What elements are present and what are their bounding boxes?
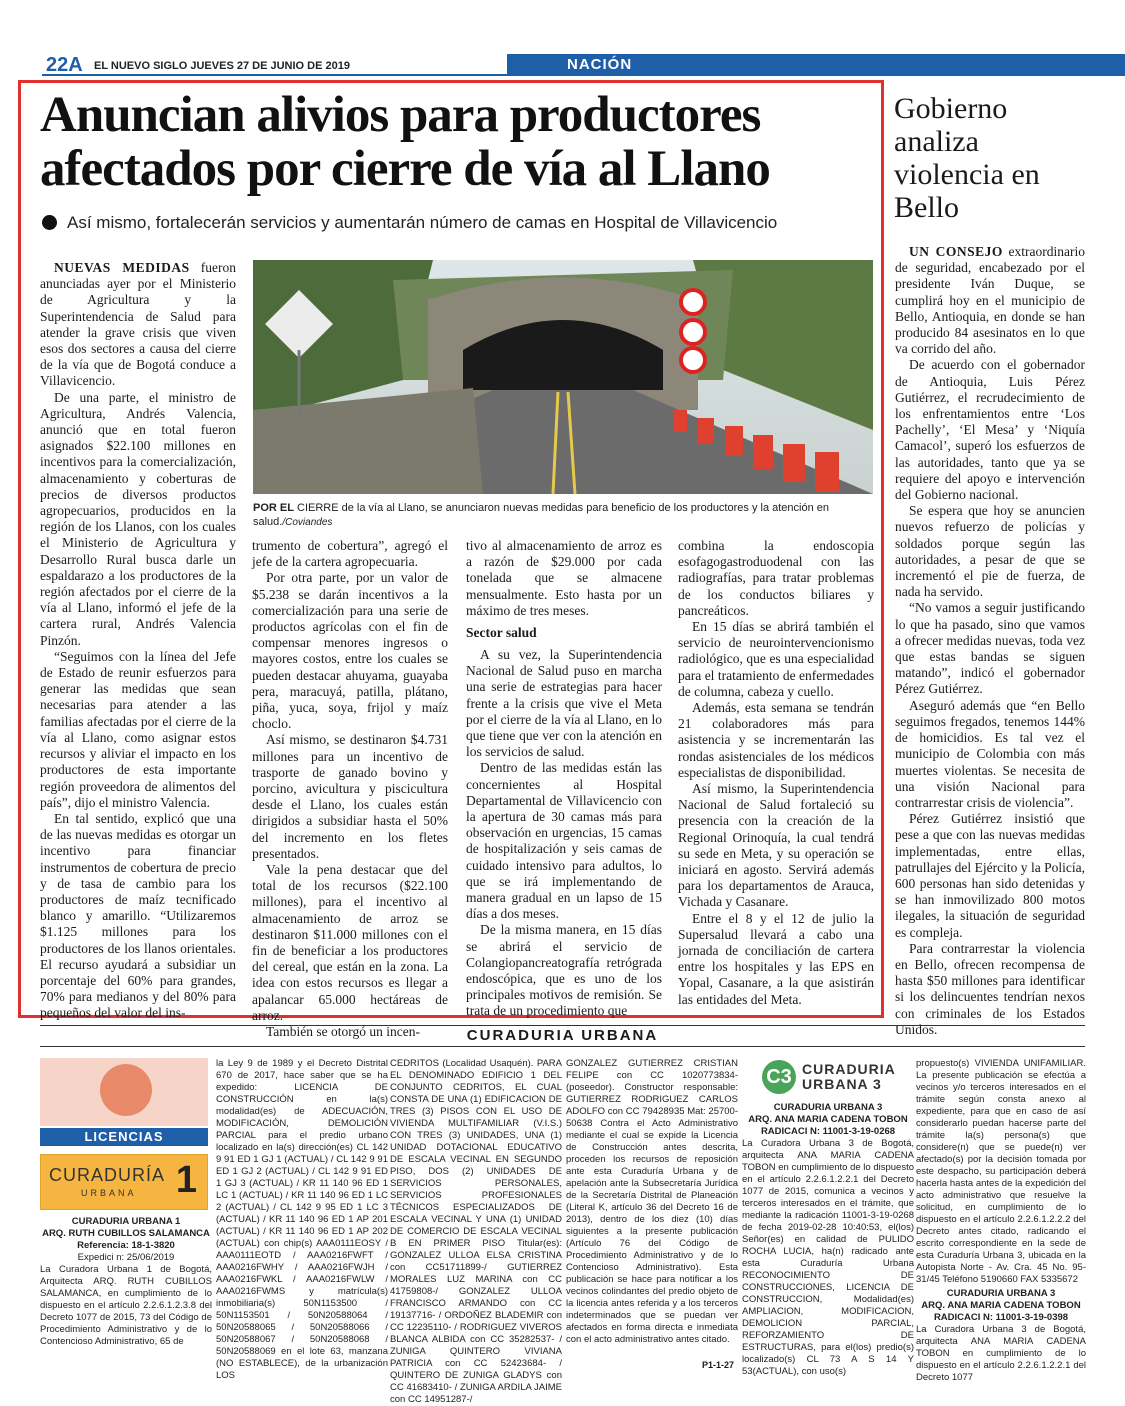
curaduria-1-logo xyxy=(40,1154,208,1210)
paragraph: Por otra parte, por un valor de $5.238 se darán incentivos a la comercialización para una serie de productos agrícolas con el fin de compensar menores ingresos o mayores costos, entre los cuales se pueden destacar ahuyama, guayaba pera, maracuyá, patilla, plátano, piña, yuca, soya, frijol y maíz choclo. xyxy=(252,570,448,732)
cu3-radication: RADICACI N: 11001-3-19-0268 xyxy=(760,1126,896,1137)
side-article-body xyxy=(895,244,1085,1038)
tunnel-photo xyxy=(253,260,873,494)
logo-line-2: URBANA 3 xyxy=(802,1076,882,1092)
paragraph: En tal sentido, explicó que una de las nuevas medidas es otorgar un incentivo para financiar instrumentos de cobertura de precio y de tasa de cambio para los productores de maíz tecnificado blanco y amarillo. “Utilizaremos $1.125 millones para los productores de los llanos orientales. El recurso ayudará a subsidiar un porcentaje del 60% para grandes, 70% para medianos y del 80% para pequeños del valor del ins- xyxy=(40,810,236,1021)
caption-credit: /Coviandes xyxy=(282,517,333,528)
paragraph: Así mismo, la Superintendencia Nacional de Salud fortaleció su presencia con la creación de la Regional Orinoquía, la cual tendrá su sede en Meta, y su operación se iniciará en agosto. Servirá además para los departamentos de Arauca, Vichada y Casanare. xyxy=(678,781,874,910)
curaduria-3-logo xyxy=(742,1058,914,1098)
licencias-label: LICENCIAS xyxy=(40,1128,208,1146)
cement-mixer-icon xyxy=(100,1064,152,1116)
publication-code: P1-1-27 xyxy=(702,1360,735,1370)
paragraph: Para contrarrestar la violencia en Bello, ofrecen recompensa de hasta $50 millones para identificar si los delincuentes tendrían nexos con criminales de los Estados Unidos. xyxy=(895,940,1085,1037)
paragraph: Así mismo, se destinaron $4.731 millones para un incentivo de trasporte de ganado bovino y porcino, avicultura y piscicultura desde el Llano, los cuales están dirigidos a subsidiar hasta el 50% del incremento en los fletes presentados. xyxy=(252,732,448,861)
article-column-2 xyxy=(252,538,448,1040)
paragraph: “Seguimos con la línea del Jefe de Estado de reunir esfuerzos para generar las medidas que sean necesarias para atender a las familias afectadas por el cierre de la vía al Llano, como asignar estos recursos y aliviar el impacto en los productores de esta importante región proveedora de alimentos del país”, dijo el ministro Valencia. xyxy=(40,648,236,810)
paragraph: combina la endoscopia esofagogastroduodenal con las radiografías, para tratar problemas de los conductos biliares y pancreáticos. xyxy=(678,538,874,618)
cu1-reference: Referencia: 18-1-3820 xyxy=(77,1240,175,1251)
paragraph: Pérez Gutiérrez insistió que pese a que con las nuevas medidas implementadas, entre ellas, patrullajes del Ejército y la Policía, 600 personas han sido detenidas y se han inmovilizado 800 motos ilegales, la situación de seguridad es compleja. xyxy=(895,811,1085,940)
article-column-4 xyxy=(678,538,874,1008)
cu3b-radication: RADICACI N: 11001-3-19-0398 xyxy=(933,1312,1069,1323)
paragraph: extraordinario de seguridad, encabezado por el presidente Iván Duque, se cumplirá hoy en el municipio de Bello, Antioquia, en donde se han producido 84 asesinatos en lo que va corrido del año. xyxy=(895,244,1086,357)
logo-text xyxy=(802,1062,896,1092)
side-lead: UN CONSEJO xyxy=(909,244,1003,259)
logo-text: CURADURÍA xyxy=(49,1165,166,1185)
c3-logo-icon: C3 xyxy=(762,1060,796,1094)
paragraph: trumento de cobertura”, agregó el jefe de la cartera agropecuaria. xyxy=(252,538,448,570)
licencias-banner xyxy=(40,1058,208,1126)
cu3b-name: CURADURIA URBANA 3 xyxy=(946,1288,1056,1299)
bullet-icon xyxy=(42,215,57,230)
paragraph: Dentro de las medidas están las concernientes al Hospital Departamental de Villavicencio con la apertura de 30 camas más para observación en urgencias, 15 camas de hospitalización y seis camas de cuidado intensivo para adultos, lo que se irá implementando de manera gradual en un lapso de 15 días a dos meses. xyxy=(466,760,662,922)
article-headline xyxy=(40,88,870,196)
section-subtitle: Sector salud xyxy=(466,625,537,641)
curaduria-column-1 xyxy=(40,1058,212,1348)
curaduria-column-6 xyxy=(916,1058,1086,1384)
paragraph: Se espera que hoy se anuncien nuevos refuerzo de policías y soldados porque según las autoridades, a pesar de que se incrementó el pie de fuerza, de nada ha servido. xyxy=(895,503,1085,600)
cu3-name: CURADURIA URBANA 3 xyxy=(773,1102,883,1113)
paragraph: fueron anunciadas ayer por el Ministerio de Agricultura y la Superintendencia de Salud para atender la grave crisis que viven esos dos sectores a causa del cierre de la vía que de Bogotá conduce a Villavicencio. xyxy=(40,260,237,389)
logo-number: 1 xyxy=(175,1159,197,1201)
cu3-text: La Curadora Urbana 3 de Bogotá, arquitecta ANA MARIA CADENA TOBON en cumplimiento de lo dispuesto en el artículo 2.2.6.1.2.2.1 del Decreto 1077 de 2015, comunica a vecinos y terceros interesados en el trámite, que mediante la radicación 11001-3-19-0268 de fecha 2019-02-28 10:40:53, el(los) Señor(es) en calidad de PULIDO ROCHA LUCIA, ha(n) radicado ante esta Curaduría Urbana RECONOCIMIENTO DE CONSTRUCCIONES, LICENCIA DE CONSTRUCCION, Modalidad(es) AMPLIACION, MODIFICACION, DEMOLICION PARCIAL, REFORZAMIENTO DE ESTRUCTURAS, para el(los) predio(s) localizado(s) CL 73 A S 14 Y 53(ACTUAL), con uso(s) xyxy=(742,1138,914,1377)
cu4-text: GONZALEZ GUTIERREZ CRISTIAN FELIPE con CC 1020773834- (poseedor). Constructor responsable: GUTIERREZ RODRIGUEZ CARLOS ADOLFO con CC 79428935 Mat: 25700-50638 Contra el Acto Administrativo mediante el cual se expide la Licencia de Construcción antes descrita, proceden los recursos de reposición ante esta Curaduría Urbana y de apelación ante la Subsecretaría Jurídica de la Secretaría Distrital de Planeación (Literal K, artículo 36 del Decreto 16 de 2013), dentro de los diez (10) días siguientes a la presente publicación (Artículo 76 del Código de Procedimiento Administrativo y de lo Contencioso Administrativo). Esta publicación se hace para notificar a los vecinos colindantes del predio objeto de la licencia antes referida y a los terceros indeterminados que se puedan ver afectados en forma directa e inmediata con el acto administrativo antes citado. xyxy=(566,1058,738,1345)
tunnel-illustration xyxy=(253,260,873,494)
paragraph: De la misma manera, en 15 días se abrirá el servicio de Colangiopancreatografía retrógrada endoscópica, que es uno de los principales motivos de remisión. Se trata de un procedimiento que xyxy=(466,922,662,1019)
paragraph: tivo al almacenamiento de arroz es a razón de $29.000 por cada tonelada que se almacene mensualmente. Esto hasta por un máximo de tres meses. xyxy=(466,538,662,618)
paragraph: De una parte, el ministro de Agricultura, Andrés Valencia, anunció que en total fueron asignados $22.100 millones en incentivos para la comercialización, almacenamiento y coberturas de precios de diversos productos agropecuarios, producidos en la región de los Llanos, con los cuales el Ministerio de Agricultura y Desarrollo Rural busca darle un espaldarazo a los productores de la región afectados por el cierre de la vía al Llano, informó el jefe de la cartera rural, Andrés Valencia Pinzón. xyxy=(40,389,236,648)
cu3b-text: La Curadora Urbana 3 de Bogotá, arquitecta ANA MARIA CADENA TOBON en cumplimiento de lo dispuesto en el artículo 2.2.6.1.2.2.1 del Decreto 1077 xyxy=(916,1324,1086,1383)
curaduria-column-3: CEDRITOS (Localidad Usaquén). PARA EL DENOMINADO EDIFICIO 1 DEL CONJUNTO CEDRITOS, EL CUAL CONSTA DE UNA (1) EDIFICACION DE TRES (3) PISOS CON EL USO DE VIVIENDA MULTIFAMILIAR (V.I.S.) CON TRES (3) UNIDADES, UNA (1) UNIDAD DOTACIONAL EDUCATIVO DE ESCALA VECINAL EN SEGUNDO PISO, DOS (2) UNIDADES DE SERVICIOS PERSONALES, SERVICIOS PROFESIONALES TÉCNICOS ESPECIALIZADOS DE ESCALA VECINAL Y UNA (1) UNIDAD DE COMERCIO DE ESCALA VECINAL B EN PRIMER PISO Titular(es): GONZALEZ ULLOA ELSA CRISTINA con CC51711899-/ GUTIERREZ MORALES LUZ MARINA con CC 41759808-/ GONZALEZ ULLOA FRANCISCO ARMANDO con CC 19137716- / ORDOÑEZ BLADEMIR con CC 12235110- / RODRIGUEZ VIVEROS BLANCA ALBIDA con CC 35282537- / ZUNIGA QUINTERO VIVIANA PATRICIA con CC 52423684- / QUINTERO DE ZUNIGA GLADYS con CC 41683410- / ZUNIGA ARDILA JAIME con CC 14951287-/ xyxy=(390,1058,562,1405)
article-column-3 xyxy=(466,538,662,1020)
curaduria-column-5 xyxy=(742,1058,914,1378)
page-header xyxy=(42,54,1085,76)
article-column-1 xyxy=(40,260,236,1022)
cu1-text: La Curadora Urbana 1 de Bogotá, Arquitecta ARQ. RUTH CUBILLOS SALAMANCA, en cumplimiento de lo dispuesto en el artículo 2.2.6.1.2.3.8 del Decreto 1077 de 2015, 73 del Código de Procedimiento Administrativo y de lo Contencioso Administrativo, 65 de xyxy=(40,1264,212,1347)
paper-date-line: EL NUEVO SIGLO JUEVES 27 DE JUNIO DE 2019 xyxy=(94,60,350,72)
headline-line-2: afectados por cierre de vía al Llano xyxy=(40,141,770,197)
curaduria-column-4 xyxy=(566,1058,738,1346)
curaduria-header: CURADURIA URBANA xyxy=(40,1025,1085,1047)
column-lead: NUEVAS MEDIDAS xyxy=(54,260,190,275)
page-number: 22A xyxy=(46,54,83,76)
logo-subtext: URBANA xyxy=(81,1188,137,1198)
headline-line-1: Anuncian alivios para productores xyxy=(40,87,761,143)
paragraph: Aseguró además que “en Bello seguimos fregados, tenemos 144% de homicidios. Es tal vez el municipio de Colombia con más muertes violentas. Se necesita de una visión Nacional para contrarrestar crisis de violencia”. xyxy=(895,697,1085,810)
paragraph: Entre el 8 y el 12 de julio la Supersalud llevará a cabo una jornada de conciliación de cartera entre los hospitales y las EPS en Yopal, Casanare, a la que asistirán las entidades del Meta. xyxy=(678,910,874,1007)
paragraph: De acuerdo con el gobernador de Antioquia, Luis Pérez Gutiérrez, el recrudecimiento de los enfrentamientos entre ‘Los Pachelly’, ‘El Mesa’ y ‘Niquía Camacol’, superó los esfuerzos de las autoridades, tanto que ya se requiere del apoyo e intervención del Gobierno nacional. xyxy=(895,357,1085,503)
side-article-title: Gobierno analiza violencia en Bello xyxy=(894,92,1040,224)
caption-text: CIERRE de la vía al Llano, se anunciaron nuevas medidas para beneficio de los productores y la atención en salud. xyxy=(253,502,829,528)
cu1-expedition: Expedici n: 25/06/2019 xyxy=(77,1252,175,1263)
paragraph: Además, esta semana se tendrán 21 colaboradores más para asistencia y se incrementarán las rondas asistenciales de los médicos especialistas de disponibilidad. xyxy=(678,700,874,780)
cu6-text: propuesto(s) VIVIENDA UNIFAMILIAR. La presente publicación se efectúa a vecinos y/o terceros interesados en el trámite según consta anexo al expediente, para que en caso de así considerarlo puedan hacerse parte del trámite la(s) persona(s) que considere(n) que se puede(n) ver afectado(s) por la decisión tomada por este despacho, su participación deberá hacerla hasta antes de la expedición del acto administrativo que resuelve la solicitud, en cumplimiento de lo dispuesto en el artículo 2.2.6.1.2.2.2 del Decreto antes citado, radicando el escrito correspondiente en la sede de esta Curaduría Urbana 3, ubicada en la Autopista Norte - Av. Cra. 45 No. 95-31/45 Teléfono 5190660 FAX 5335672 xyxy=(916,1058,1086,1285)
photo-caption xyxy=(253,501,873,530)
article-subhead xyxy=(42,213,872,233)
cu3b-architect: ARQ. ANA MARIA CADENA TOBON xyxy=(921,1300,1081,1311)
logo-line-1: CURADURIA xyxy=(802,1061,896,1077)
section-tab xyxy=(507,54,1125,76)
caption-lead: POR EL xyxy=(253,502,294,514)
paragraph: Vale la pena destacar que del total de los recursos ($22.100 millones), para el incentivo al almacenamiento de arroz se destinaron $11.000 millones con el fin de beneficiar a los productores del cereal, que están en la zona. La idea con estos recursos es llegar a apalancar 65.000 hectáreas de arroz. xyxy=(252,862,448,1023)
paragraph: En 15 días se abrirá también el servicio de neurointervencionismo radiológico, que es una especialidad para el tratamiento de enfermedades de columna, cabeza y cuello. xyxy=(678,619,874,699)
cu1-architect: ARQ. RUTH CUBILLOS SALAMANCA xyxy=(42,1228,210,1239)
cu3-architect: ARQ. ANA MARIA CADENA TOBON xyxy=(748,1114,908,1125)
paragraph: A su vez, la Superintendencia Nacional de Salud puso en marcha una serie de estrategias para hacer frente a la crisis que vive el Meta por el cierre de la vía al Llano, en lo que tiene que ver con la atención en los servicios de salud. xyxy=(466,647,662,760)
cu1-name: CURADURIA URBANA 1 xyxy=(71,1216,181,1227)
curaduria-column-2: la Ley 9 de 1989 y el Decreto Distrital 670 de 2017, hace saber que se ha expedido: LICENCIA DE CONSTRUCCIÓN en la(s) modalidad(es) de ADECUACIÓN, MODIFICACIÓN, DEMOLICIÓN PARCIAL para el predio urbano localizado en la(s) dirección(es) CL 142 9 91 ED 1 GJ 1 (ACTUAL) / CL 142 9 91 ED 1 GJ 2 (ACTUAL) / CL 142 9 91 ED 1 GJ 3 (ACTUAL) / KR 11 140 96 ED 1 LC 1 (ACTUAL) / KR 11 140 96 ED 1 LC 2 (ACTUAL) / CL 142 9 95 ED 1 LC 3 (ACTUAL) / KR 11 140 96 ED 1 AP 201 (ACTUAL) / KR 11 140 96 ED 1 AP 202 (ACTUAL) con chip(s) AAA0111EOSY / AAA0111EOTD / AAA0216FWFT / AAA0216FWHY / AAA0216FWJH / AAA0216FWKL / AAA0216FWLW / AAA0216FWMS y matrícula(s) inmobiliaria(s) 50N1153500 / 50N1153501 / 50N20588064 / 50N20588065 / 50N20588066 / 50N20588067 / 50N20588068 / 50N20588069 en el lote 63, manzana (NO ESTABLECE), de la urbanización LOS xyxy=(216,1058,388,1381)
paragraph: “No vamos a seguir justificando lo que ha pasado, sino que vamos a ofrecer medidas nuevas, toda vez que estas bandas se siguen matando”, indicó el gobernador Pérez Gutiérrez. xyxy=(895,600,1085,697)
subhead-text: Así mismo, fortalecerán servicios y aumentarán número de camas en Hospital de Villavicencio xyxy=(67,213,778,232)
section-label: NACIÓN xyxy=(567,56,633,73)
paragraph: También se otorgó un incen- xyxy=(266,1024,421,1040)
